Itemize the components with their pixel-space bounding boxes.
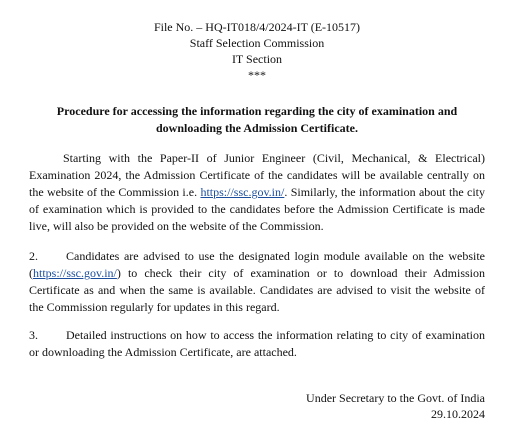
file-number: File No. – HQ-IT018/4/2024-IT (E-10517): [153, 20, 361, 34]
notice-date: 29.10.2024: [431, 407, 485, 421]
paragraph-1-text-after: . Similarly, the information about the city of examination which is provided to the candidates before the Admission Certificate is made live, will also be provided on the website of the Commission.: [29, 185, 486, 233]
section-name: IT Section: [231, 52, 283, 66]
paragraph-3-number: 3.: [29, 328, 38, 342]
title-line-2: downloading the Admission Certificate.: [155, 121, 358, 135]
paragraph-2-text-before: Candidates are advised to use the designated login module available on the website (: [29, 249, 485, 280]
paragraph-2-text-after: ) to check their city of examination or to download their Admission Certificate as and when the same is available. Candidates are advised to visit the website of the Commission regularly for updates in this regard.: [29, 266, 485, 314]
paragraph-1-text-before: Starting with the Paper-II of Junior Engineer (Civil, Mechanical, & Electrical) Examination 2024, the Admission Certificate of the candidates will be available centrally on the website of the Commission i.e.: [29, 151, 485, 199]
paragraph-1: [29, 150, 485, 235]
signature-block: [306, 390, 485, 422]
ssc-website-link[interactable]: https://ssc.gov.in/: [200, 185, 285, 199]
ssc-login-link[interactable]: https://ssc.gov.in/: [33, 266, 117, 280]
signatory-designation: Under Secretary to the Govt. of India: [306, 391, 485, 405]
notice-title: [30, 103, 484, 137]
document-header: [0, 19, 514, 83]
organization-name: Staff Selection Commission: [189, 36, 325, 50]
paragraph-2-number: 2.: [29, 249, 38, 263]
paragraph-2: [29, 248, 485, 316]
title-line-1: Procedure for accessing the information regarding the city of examination and: [56, 104, 458, 118]
paragraph-3-text: Detailed instructions on how to access the information relating to city of examination or downloading the Admission Certificate, are attached.: [29, 328, 485, 359]
header-separator: ***: [248, 68, 266, 82]
paragraph-3: [29, 327, 485, 361]
